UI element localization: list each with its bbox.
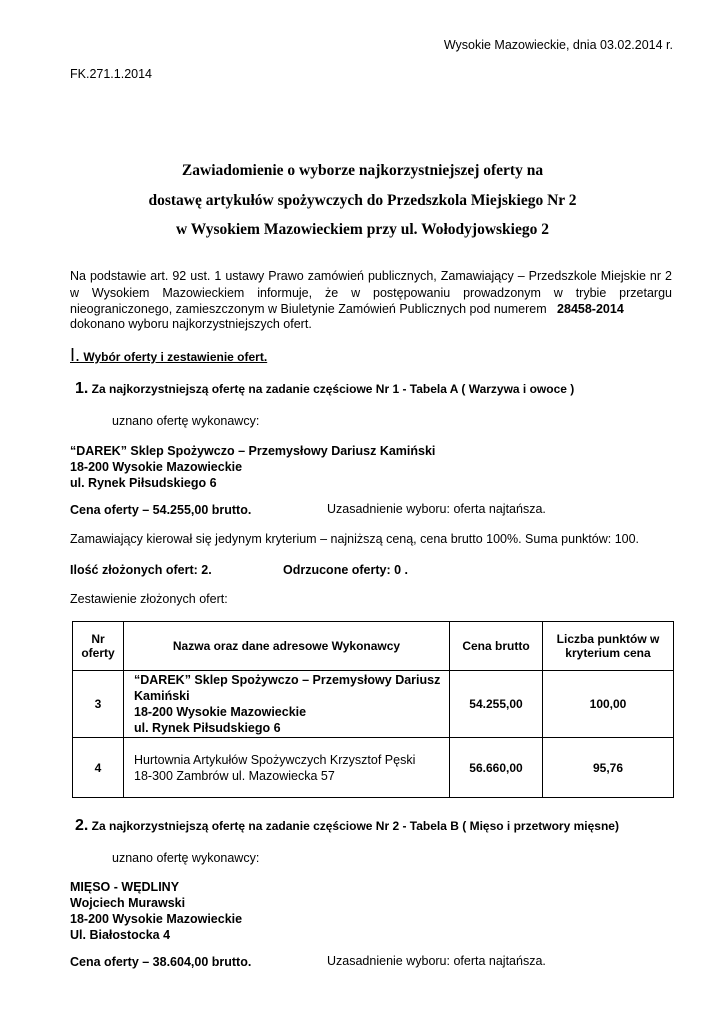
table-row [73,738,674,798]
section-1-roman: I. [70,345,81,365]
task-1-number: 1. [75,380,89,397]
task-1-justification: Uzasadnienie wyboru: oferta najtańsza. [327,502,546,516]
bzp-number: 28458-2014 [557,302,624,316]
header-nr: Nr oferty [73,622,124,671]
cell-name-line: “DAREK” Sklep Spożywczo – Przemysłowy Dariusz Kamiński [134,673,441,703]
task-1-contractor-name: “DAREK” Sklep Spożywczo – Przemysłowy Dariusz Kamiński [70,444,436,458]
task-1-title: Za najkorzystniejszą ofertę na zadanie częściowe Nr 1 - Tabela A ( Warzywa i owoce ) [88,382,575,396]
cell-name-line: 18-200 Wysokie Mazowieckie [134,705,307,719]
task-2-contractor-city: 18-200 Wysokie Mazowieckie [70,912,243,926]
cell-name-line: Hurtownia Artykułów Spożywczych Krzysztof Pęski [134,752,416,767]
cell-price: 56.660,00 [450,738,543,798]
table-header-row [73,622,674,671]
cell-price: 54.255,00 [450,671,543,738]
cell-points: 95,76 [543,738,674,798]
reference-number: FK.271.1.2014 [70,67,153,81]
task-1-offers-count: Ilość złożonych ofert: 2. [70,563,212,577]
cell-name [124,671,450,738]
cell-nr: 3 [73,671,124,738]
header-price: Cena brutto [450,622,543,671]
header-name: Nazwa oraz dane adresowe Wykonawcy [124,622,450,671]
intro-paragraph [70,268,672,318]
header-points: Liczba punktów w kryterium cena [543,622,674,671]
task-2-number: 2. [75,817,89,834]
task-1-criterion: Zamawiający kierował się jedynym kryterium – najniższą ceną, cena brutto 100%. Suma punktów: 100. [70,532,640,546]
task-1-price: Cena oferty – 54.255,00 brutto. [70,503,252,517]
task-2-contractor-name: MIĘSO - WĘDLINY [70,880,180,894]
offers-table [72,621,674,798]
cell-name-line: 18-300 Zambrów ul. Mazowiecka 57 [134,768,335,783]
task-2-contractor-owner: Wojciech Murawski [70,896,186,910]
section-1-title: Wybór oferty i zestawienie ofert. [80,350,268,364]
document-title-line-2: dostawę artykułów spożywczych do Przedszkola Miejskiego Nr 2 [148,192,577,209]
cell-name [124,738,450,798]
task-2-title: Za najkorzystniejszą ofertę na zadanie częściowe Nr 2 - Tabela B ( Mięso i przetwory mięsne) [88,819,619,833]
table-row [73,671,674,738]
cell-points: 100,00 [543,671,674,738]
task-2-contractor-street: Ul. Białostocka 4 [70,928,171,942]
task-2-price: Cena oferty – 38.604,00 brutto. [70,955,252,969]
place-date: Wysokie Mazowieckie, dnia 03.02.2014 r. [443,38,673,52]
task-1-accepted: uznano ofertę wykonawcy: [112,414,260,428]
task-2-justification: Uzasadnienie wyboru: oferta najtańsza. [327,954,546,968]
task-1-heading [75,380,574,398]
task-1-contractor-city: 18-200 Wysokie Mazowieckie [70,460,243,474]
cell-name-line: ul. Rynek Piłsudskiego 6 [134,721,281,735]
task-2-accepted: uznano ofertę wykonawcy: [112,851,260,865]
document-title-line-3: w Wysokiem Mazowieckiem przy ul. Wołodyjowskiego 2 [176,221,549,238]
document-title-line-1: Zawiadomienie o wyborze najkorzystniejszej oferty na [181,162,544,179]
task-1-summary-label: Zestawienie złożonych ofert: [70,592,228,606]
intro-last-line: dokonano wyboru najkorzystniejszych ofert. [70,317,312,331]
task-1-rejected: Odrzucone oferty: 0 . [283,563,409,577]
task-2-heading [75,817,619,835]
task-1-contractor-street: ul. Rynek Piłsudskiego 6 [70,476,217,490]
intro-text: Na podstawie art. 92 ust. 1 ustawy Prawo zamówień publicznych, Zamawiający – Przedszkole Miejskie nr 2 w Wysokiem Mazowieckiem informuje, że w postępowaniu prowadzonym w trybie przetargu nieograniczonego, zamieszczonym w Biuletynie Zamówień Publicznych pod numerem [70,269,672,316]
section-1-heading [70,345,267,366]
cell-nr: 4 [73,738,124,798]
